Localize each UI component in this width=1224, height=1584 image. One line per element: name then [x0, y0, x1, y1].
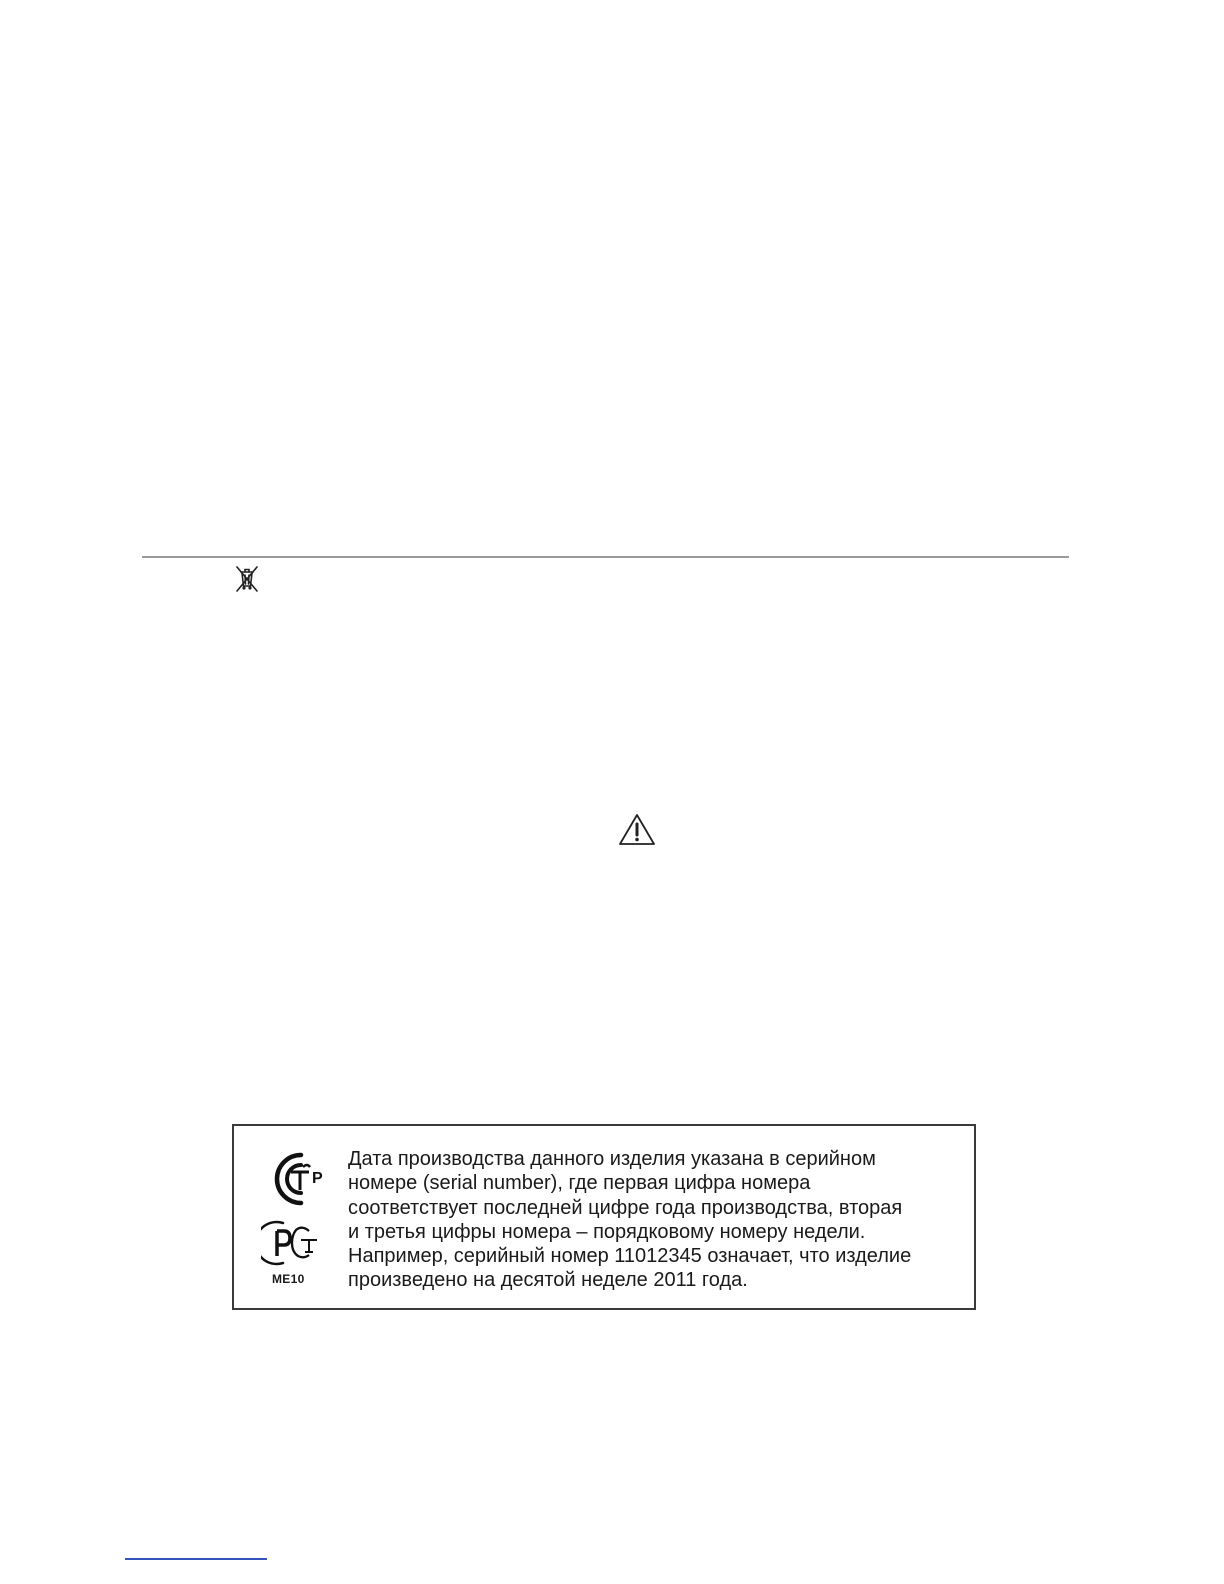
notice-line: номере (serial number), где первая цифра номера [348, 1172, 811, 1195]
section-divider [142, 556, 1069, 558]
notice-line: Дата производства данного изделия указана в серийном [348, 1148, 876, 1170]
notice-line: произведено на десятой неделе 2011 года. [348, 1269, 748, 1292]
production-date-notice [232, 1124, 976, 1310]
pct-certification-icon [261, 1218, 321, 1268]
svg-text:Р: Р [312, 1170, 323, 1187]
certificate-code: ME10 [272, 1272, 305, 1286]
weee-bin-icon [234, 565, 260, 593]
gost-certification-icon [261, 1150, 331, 1208]
notice-text [348, 1147, 911, 1293]
notice-line: Например, серийный номер 11012345 означает, что изделие [348, 1245, 912, 1268]
warning-icon [618, 813, 656, 847]
footnote-separator [125, 1558, 267, 1560]
notice-line: соответствует последней цифре года производства, вторая [348, 1196, 903, 1219]
notice-line: и третья цифры номера – порядковому номеру недели. [348, 1220, 866, 1243]
